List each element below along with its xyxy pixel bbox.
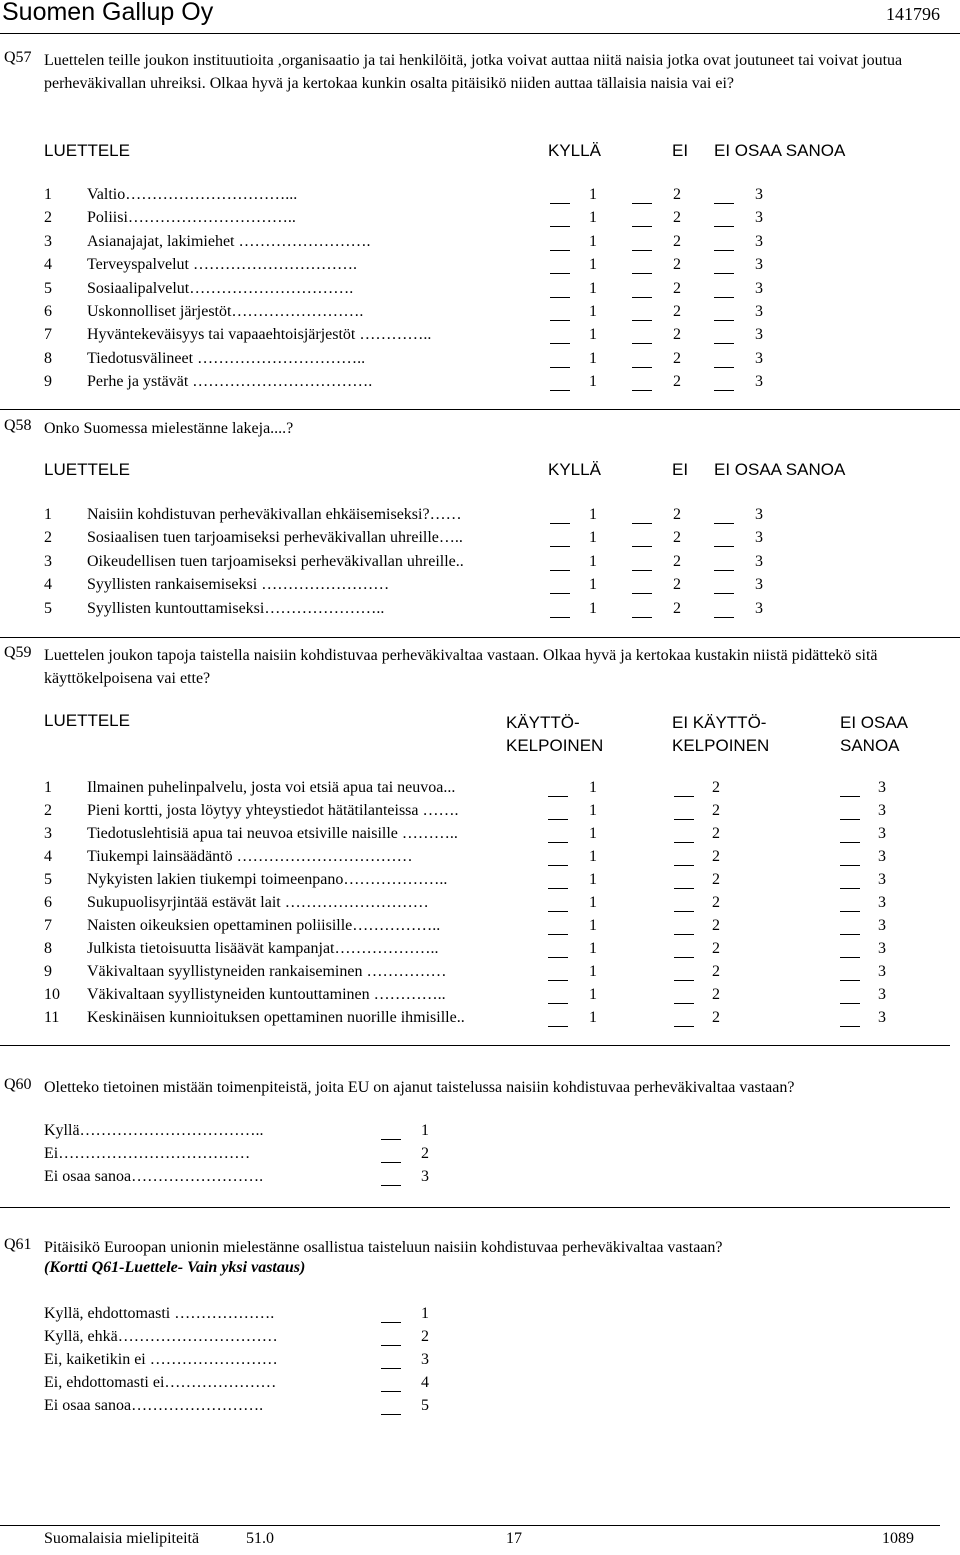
item-number: 4 — [44, 256, 52, 274]
q59-col3-line2: SANOA — [840, 736, 900, 755]
answer-blank — [632, 546, 652, 547]
answer-code: 3 — [755, 232, 763, 250]
answer-blank — [632, 523, 652, 524]
answer-blank — [381, 1345, 401, 1346]
answer-code: 1 — [589, 825, 597, 842]
answer-code: 2 — [712, 1009, 720, 1026]
item-label: Asianajajat, lakimiehet ……………………. — [87, 232, 371, 250]
answer-code: 1 — [421, 1122, 429, 1139]
answer-code: 2 — [712, 871, 720, 888]
answer-blank — [548, 980, 568, 981]
item-label: Syyllisten kuntouttamiseksi………………….. — [87, 599, 385, 617]
answer-code: 3 — [421, 1351, 429, 1368]
answer-code: 3 — [878, 802, 886, 819]
answer-code: 1 — [589, 940, 597, 957]
q57-rule — [0, 409, 960, 410]
item-label: Syyllisten rankaisemiseksi …………………… — [87, 576, 390, 594]
answer-blank — [714, 546, 734, 547]
answer-code: 2 — [673, 599, 681, 617]
option-label: Ei……………………………… — [44, 1145, 251, 1162]
answer-blank — [632, 593, 652, 594]
answer-blank — [550, 546, 570, 547]
item-number: 8 — [44, 349, 52, 367]
answer-blank — [548, 865, 568, 866]
answer-blank — [714, 320, 734, 321]
answer-blank — [674, 911, 694, 912]
answer-code: 1 — [589, 963, 597, 980]
answer-blank — [714, 593, 734, 594]
answer-blank — [840, 934, 860, 935]
q61-instruction: (Kortti Q61-Luettele- Vain yksi vastaus) — [44, 1259, 306, 1276]
answer-blank — [548, 796, 568, 797]
answer-blank — [674, 934, 694, 935]
answer-blank — [674, 957, 694, 958]
answer-code: 3 — [755, 576, 763, 594]
answer-code: 3 — [755, 506, 763, 523]
answer-code: 1 — [589, 599, 597, 617]
answer-code: 2 — [673, 349, 681, 367]
q58-col-dk: EI OSAA SANOA — [714, 460, 846, 479]
answer-code: 3 — [878, 871, 886, 888]
q57-number: Q57 — [4, 49, 32, 66]
answer-blank — [381, 1322, 401, 1323]
item-number: 11 — [44, 1009, 60, 1026]
item-label: Julkista tietoisuutta lisäävät kampanjat……………….. — [87, 940, 439, 957]
answer-blank — [674, 865, 694, 866]
item-number: 1 — [44, 506, 52, 523]
answer-blank — [550, 523, 570, 524]
answer-blank — [550, 273, 570, 274]
answer-blank — [714, 226, 734, 227]
answer-blank — [714, 273, 734, 274]
footer-rule — [0, 1525, 940, 1526]
answer-code: 1 — [589, 552, 597, 570]
option-label: Ei osaa sanoa……………………. — [44, 1397, 264, 1414]
item-number: 2 — [44, 529, 52, 547]
answer-code: 3 — [878, 779, 886, 796]
answer-code: 2 — [712, 802, 720, 819]
answer-code: 1 — [589, 986, 597, 1003]
answer-blank — [548, 957, 568, 958]
item-label: Ilmainen puhelinpalvelu, josta voi etsiä apua tai neuvoa... — [87, 779, 456, 796]
q57-col-dk: EI OSAA SANOA — [714, 141, 846, 160]
job-number: 141796 — [886, 4, 940, 24]
answer-blank — [550, 320, 570, 321]
item-number: 5 — [44, 279, 52, 297]
answer-blank — [381, 1162, 401, 1163]
item-number: 2 — [44, 209, 52, 227]
answer-blank — [840, 1026, 860, 1027]
answer-code: 2 — [673, 576, 681, 594]
q59-list-label: LUETTELE — [44, 711, 130, 730]
answer-blank — [632, 367, 652, 368]
answer-code: 1 — [589, 373, 597, 391]
answer-blank — [381, 1391, 401, 1392]
item-number: 7 — [44, 917, 52, 934]
item-label: Poliisi………………………….. — [87, 209, 296, 227]
answer-code: 1 — [421, 1305, 429, 1322]
answer-code: 2 — [712, 940, 720, 957]
answer-code: 1 — [589, 186, 597, 203]
item-label: Perhe ja ystävät ……………………………. — [87, 373, 373, 391]
answer-code: 5 — [421, 1397, 429, 1414]
q57-list-label: LUETTELE — [44, 141, 130, 160]
answer-blank — [632, 297, 652, 298]
answer-blank — [548, 1026, 568, 1027]
answer-blank — [714, 570, 734, 571]
answer-code: 2 — [712, 848, 720, 865]
answer-blank — [548, 888, 568, 889]
answer-code: 1 — [589, 279, 597, 297]
option-label: Kyllä, ehdottomasti ………………. — [44, 1305, 275, 1322]
answer-code: 3 — [878, 1009, 886, 1026]
item-number: 6 — [44, 894, 52, 911]
q61-text: Pitäisikö Euroopan unionin mielestänne osallistua taisteluun naisiin kohdistuvaa perheväkivaltaa vastaan? — [44, 1239, 723, 1256]
answer-code: 2 — [673, 373, 681, 391]
answer-blank — [550, 297, 570, 298]
answer-blank — [550, 226, 570, 227]
answer-code: 1 — [589, 529, 597, 547]
answer-code: 3 — [755, 209, 763, 227]
q59-col1-line1: KÄYTTÖ- — [506, 713, 580, 732]
answer-code: 2 — [421, 1145, 429, 1162]
answer-code: 2 — [712, 963, 720, 980]
answer-blank — [550, 203, 570, 204]
answer-blank — [550, 570, 570, 571]
option-label: Kyllä, ehkä………………………… — [44, 1328, 278, 1345]
answer-code: 1 — [589, 256, 597, 274]
q59-col3-header — [840, 711, 908, 757]
answer-code: 3 — [878, 825, 886, 842]
q58-text: Onko Suomessa mielestänne lakeja....? — [44, 420, 294, 437]
item-number: 6 — [44, 303, 52, 320]
q57-col-yes: KYLLÄ — [548, 141, 601, 160]
item-number: 9 — [44, 373, 52, 391]
q57-col-no: EI — [672, 141, 689, 160]
answer-code: 1 — [589, 232, 597, 250]
q59-number: Q59 — [4, 644, 32, 661]
answer-blank — [840, 1003, 860, 1004]
answer-code: 1 — [589, 871, 597, 888]
answer-blank — [674, 842, 694, 843]
option-label: Kyllä…………………………….. — [44, 1122, 264, 1139]
answer-blank — [714, 390, 734, 391]
item-label: Pieni kortti, josta löytyy yhteystiedot hätätilanteissa ……. — [87, 802, 459, 819]
answer-blank — [632, 226, 652, 227]
answer-blank — [550, 343, 570, 344]
answer-code: 3 — [878, 917, 886, 934]
answer-blank — [714, 367, 734, 368]
answer-blank — [632, 320, 652, 321]
answer-code: 2 — [673, 256, 681, 274]
footer-version: 51.0 — [246, 1530, 274, 1547]
answer-blank — [840, 796, 860, 797]
item-number: 3 — [44, 825, 52, 842]
option-label: Ei, ehdottomasti ei………………… — [44, 1374, 277, 1391]
item-label: Väkivaltaan syyllistyneiden rankaiseminen …………… — [87, 963, 447, 980]
answer-blank — [674, 819, 694, 820]
answer-code: 2 — [673, 186, 681, 203]
q58-col-no: EI — [672, 460, 689, 479]
answer-blank — [714, 523, 734, 524]
answer-blank — [840, 865, 860, 866]
item-label: Oikeudellisen tuen tarjoamiseksi perheväkivallan uhreille.. — [87, 552, 464, 570]
answer-code: 3 — [755, 552, 763, 570]
answer-blank — [548, 842, 568, 843]
option-label: Ei, kaiketikin ei …………………… — [44, 1351, 278, 1368]
answer-code: 2 — [673, 529, 681, 547]
answer-code: 1 — [589, 848, 597, 865]
item-number: 5 — [44, 599, 52, 617]
answer-code: 2 — [673, 326, 681, 344]
item-label: Keskinäisen kunnioituksen opettaminen nuorille ihmisille.. — [87, 1009, 465, 1026]
company-name: Suomen Gallup Oy — [2, 0, 214, 26]
answer-blank — [714, 343, 734, 344]
answer-blank — [381, 1368, 401, 1369]
item-number: 7 — [44, 326, 52, 344]
answer-code: 1 — [589, 1009, 597, 1026]
item-number: 1 — [44, 186, 52, 203]
answer-blank — [840, 980, 860, 981]
answer-blank — [674, 796, 694, 797]
q60-rule — [0, 1207, 950, 1208]
answer-blank — [548, 819, 568, 820]
answer-blank — [840, 819, 860, 820]
answer-code: 3 — [878, 848, 886, 865]
answer-blank — [714, 617, 734, 618]
answer-code: 2 — [712, 986, 720, 1003]
item-label: Hyväntekeväisyys tai vapaaehtoisjärjestöt ………….. — [87, 326, 432, 344]
answer-code: 1 — [589, 326, 597, 344]
answer-blank — [550, 367, 570, 368]
answer-blank — [840, 957, 860, 958]
q58-number: Q58 — [4, 417, 32, 434]
answer-code: 2 — [673, 303, 681, 320]
item-label: Naisiin kohdistuvan perheväkivallan ehkäisemiseksi?…… — [87, 506, 462, 523]
answer-blank — [550, 617, 570, 618]
answer-blank — [548, 934, 568, 935]
answer-code: 1 — [589, 576, 597, 594]
item-label: Sosiaalisen tuen tarjoamiseksi perheväkivallan uhreille….. — [87, 529, 463, 547]
answer-code: 2 — [421, 1328, 429, 1345]
item-number: 5 — [44, 871, 52, 888]
answer-blank — [714, 250, 734, 251]
answer-blank — [632, 203, 652, 204]
footer-code: 1089 — [882, 1530, 914, 1547]
answer-blank — [714, 297, 734, 298]
answer-code: 2 — [712, 894, 720, 911]
item-number: 4 — [44, 576, 52, 594]
answer-blank — [381, 1414, 401, 1415]
answer-code: 1 — [589, 894, 597, 911]
answer-code: 3 — [878, 963, 886, 980]
item-label: Tiedotuslehtisiä apua tai neuvoa etsiville naisille ……….. — [87, 825, 458, 842]
answer-blank — [714, 203, 734, 204]
q60-number: Q60 — [4, 1076, 32, 1093]
item-number: 1 — [44, 779, 52, 796]
answer-code: 1 — [589, 779, 597, 796]
q61-number: Q61 — [4, 1236, 32, 1253]
answer-blank — [840, 911, 860, 912]
answer-code: 3 — [878, 894, 886, 911]
answer-code: 3 — [878, 940, 886, 957]
header-rule — [0, 33, 960, 34]
answer-blank — [674, 1003, 694, 1004]
answer-code: 2 — [673, 232, 681, 250]
item-number: 10 — [44, 986, 60, 1003]
answer-code: 3 — [755, 529, 763, 547]
option-label: Ei osaa sanoa……………………. — [44, 1168, 264, 1185]
q59-rule — [0, 1045, 950, 1046]
answer-blank — [840, 842, 860, 843]
q59-col3-line1: EI OSAA — [840, 713, 909, 732]
item-number: 4 — [44, 848, 52, 865]
item-number: 8 — [44, 940, 52, 957]
answer-blank — [381, 1139, 401, 1140]
q59-text: Luettelen joukon tapoja taistella naisiin kohdistuvaa perheväkivaltaa vastaan. Olkaa hyvä ja kertokaa kustakin niistä pidättekö sitä käyttökelpoisena vai ette? — [44, 647, 878, 687]
answer-code: 1 — [589, 209, 597, 227]
answer-blank — [632, 390, 652, 391]
answer-code: 2 — [673, 209, 681, 227]
answer-code: 1 — [589, 506, 597, 523]
answer-blank — [632, 250, 652, 251]
answer-blank — [550, 250, 570, 251]
footer-title: Suomalaisia mielipiteitä — [44, 1530, 200, 1547]
item-label: Sosiaalipalvelut…………………………. — [87, 279, 354, 297]
answer-blank — [840, 888, 860, 889]
item-label: Sukupuolisyrjintää estävät lait ……………………… — [87, 894, 429, 911]
item-label: Naisten oikeuksien opettaminen poliisille…………….. — [87, 917, 441, 934]
answer-code: 2 — [673, 552, 681, 570]
answer-code: 3 — [755, 373, 763, 391]
answer-code: 1 — [589, 303, 597, 320]
footer-page: 17 — [506, 1530, 522, 1547]
answer-blank — [632, 273, 652, 274]
q59-col2-header — [672, 711, 769, 757]
item-label: Nykyisten lakien tiukempi toimeenpano……………….. — [87, 871, 448, 888]
q59-col1-header — [506, 711, 603, 757]
q59-col2-line1: EI KÄYTTÖ- — [672, 713, 767, 732]
item-label: Valtio…………………………... — [87, 186, 298, 203]
answer-blank — [550, 593, 570, 594]
q59-col1-line2: KELPOINEN — [506, 736, 604, 755]
answer-code: 1 — [589, 917, 597, 934]
item-label: Väkivaltaan syyllistyneiden kuntouttaminen ………….. — [87, 986, 446, 1003]
item-number: 2 — [44, 802, 52, 819]
answer-blank — [674, 980, 694, 981]
answer-code: 3 — [755, 349, 763, 367]
answer-code: 3 — [755, 279, 763, 297]
answer-code: 2 — [673, 279, 681, 297]
answer-blank — [548, 911, 568, 912]
q57-text: Luettelen teille joukon instituutioita ,organisaatio ja tai henkilöitä, jotka voivat auttaa niitä naisia jotka ovat joutuneet tai voivat joutua perheväkivallan uhreiksi. Olkaa hyvä ja kertokaa kunkin osalta pitäisikö niiden auttaa tällaisia naisia vai ei? — [44, 52, 903, 92]
answer-code: 3 — [878, 986, 886, 1003]
q58-col-yes: KYLLÄ — [548, 460, 601, 479]
answer-blank — [632, 617, 652, 618]
answer-code: 3 — [421, 1168, 429, 1185]
answer-code: 1 — [589, 802, 597, 819]
q58-rule — [0, 637, 960, 638]
answer-code: 3 — [755, 599, 763, 617]
answer-blank — [632, 343, 652, 344]
item-label: Tiukempi lainsäädäntö …………………………… — [87, 848, 413, 865]
answer-code: 3 — [755, 303, 763, 320]
answer-code: 2 — [712, 917, 720, 934]
answer-code: 3 — [755, 326, 763, 344]
answer-code: 2 — [712, 825, 720, 842]
item-number: 9 — [44, 963, 52, 980]
answer-code: 2 — [712, 779, 720, 796]
answer-blank — [381, 1185, 401, 1186]
answer-blank — [548, 1003, 568, 1004]
answer-blank — [550, 390, 570, 391]
q58-list-label: LUETTELE — [44, 460, 130, 479]
answer-code: 3 — [755, 186, 763, 203]
answer-code: 4 — [421, 1374, 429, 1391]
answer-code: 1 — [589, 349, 597, 367]
answer-code: 2 — [673, 506, 681, 523]
answer-blank — [674, 1026, 694, 1027]
answer-blank — [674, 888, 694, 889]
item-number: 3 — [44, 552, 52, 570]
answer-code: 3 — [755, 256, 763, 274]
q60-text: Oletteko tietoinen mistään toimenpiteistä, joita EU on ajanut taistelussa naisiin kohdistuvaa perheväkivaltaa vastaan? — [44, 1079, 795, 1096]
item-label: Tiedotusvälineet ………………………….. — [87, 349, 366, 367]
q59-col2-line2: KELPOINEN — [672, 736, 770, 755]
item-number: 3 — [44, 232, 52, 250]
item-label: Uskonnolliset järjestöt……………………. — [87, 303, 364, 320]
item-label: Terveyspalvelut …………………………. — [87, 256, 357, 274]
answer-blank — [632, 570, 652, 571]
